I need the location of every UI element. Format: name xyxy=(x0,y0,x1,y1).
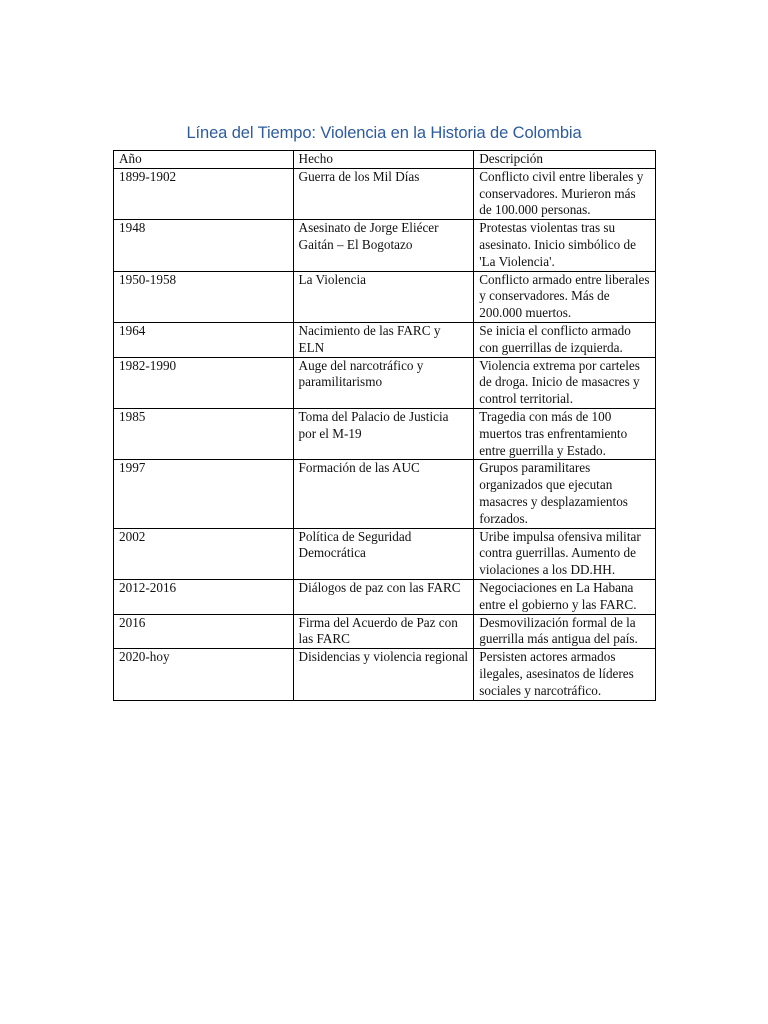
table-row xyxy=(114,271,656,322)
table-row xyxy=(114,528,656,579)
cell-event: Asesinato de Jorge Eliécer Gaitán – El Bogotazo xyxy=(293,220,474,271)
cell-event: Firma del Acuerdo de Paz con las FARC xyxy=(293,614,474,649)
document-title: Línea del Tiempo: Violencia en la Historia de Colombia xyxy=(186,124,582,142)
cell-year: 2016 xyxy=(114,614,294,649)
cell-description: Uribe impulsa ofensiva militar contra guerrillas. Aumento de violaciones a los DD.HH. xyxy=(474,528,656,579)
cell-event: Política de Seguridad Democrática xyxy=(293,528,474,579)
table-row xyxy=(114,168,656,219)
cell-event: La Violencia xyxy=(293,271,474,322)
cell-description: Persisten actores armados ilegales, asesinatos de líderes sociales y narcotráfico. xyxy=(474,649,656,700)
cell-year: 1982-1990 xyxy=(114,357,294,408)
cell-description: Conflicto civil entre liberales y conservadores. Murieron más de 100.000 personas. xyxy=(474,168,656,219)
cell-year: 1964 xyxy=(114,322,294,357)
cell-year: 1985 xyxy=(114,408,294,459)
table-row xyxy=(114,220,656,271)
table-row xyxy=(114,408,656,459)
cell-event: Diálogos de paz con las FARC xyxy=(293,579,474,614)
cell-year: 2002 xyxy=(114,528,294,579)
table-row xyxy=(114,579,656,614)
header-year: Año xyxy=(114,151,294,169)
cell-description: Protestas violentas tras su asesinato. Inicio simbólico de 'La Violencia'. xyxy=(474,220,656,271)
cell-event: Disidencias y violencia regional xyxy=(293,649,474,700)
cell-event: Formación de las AUC xyxy=(293,460,474,528)
table-row xyxy=(114,460,656,528)
cell-year: 2012-2016 xyxy=(114,579,294,614)
cell-description: Violencia extrema por carteles de droga. Inicio de masacres y control territorial. xyxy=(474,357,656,408)
cell-event: Nacimiento de las FARC y ELN xyxy=(293,322,474,357)
cell-year: 2020-hoy xyxy=(114,649,294,700)
header-description: Descripción xyxy=(474,151,656,169)
cell-event: Toma del Palacio de Justicia por el M-19 xyxy=(293,408,474,459)
table-row xyxy=(114,614,656,649)
cell-event: Auge del narcotráfico y paramilitarismo xyxy=(293,357,474,408)
cell-description: Tragedia con más de 100 muertos tras enfrentamiento entre guerrilla y Estado. xyxy=(474,408,656,459)
cell-description: Conflicto armado entre liberales y conservadores. Más de 200.000 muertos. xyxy=(474,271,656,322)
table-header-row xyxy=(114,151,656,169)
cell-description: Desmovilización formal de la guerrilla más antigua del país. xyxy=(474,614,656,649)
cell-year: 1899-1902 xyxy=(114,168,294,219)
table-row xyxy=(114,649,656,700)
header-event: Hecho xyxy=(293,151,474,169)
table-row xyxy=(114,357,656,408)
table-row xyxy=(114,322,656,357)
timeline-table xyxy=(113,150,656,701)
cell-description: Grupos paramilitares organizados que ejecutan masacres y desplazamientos forzados. xyxy=(474,460,656,528)
cell-description: Se inicia el conflicto armado con guerrillas de izquierda. xyxy=(474,322,656,357)
cell-event: Guerra de los Mil Días xyxy=(293,168,474,219)
cell-year: 1950-1958 xyxy=(114,271,294,322)
cell-description: Negociaciones en La Habana entre el gobierno y las FARC. xyxy=(474,579,656,614)
cell-year: 1997 xyxy=(114,460,294,528)
cell-year: 1948 xyxy=(114,220,294,271)
